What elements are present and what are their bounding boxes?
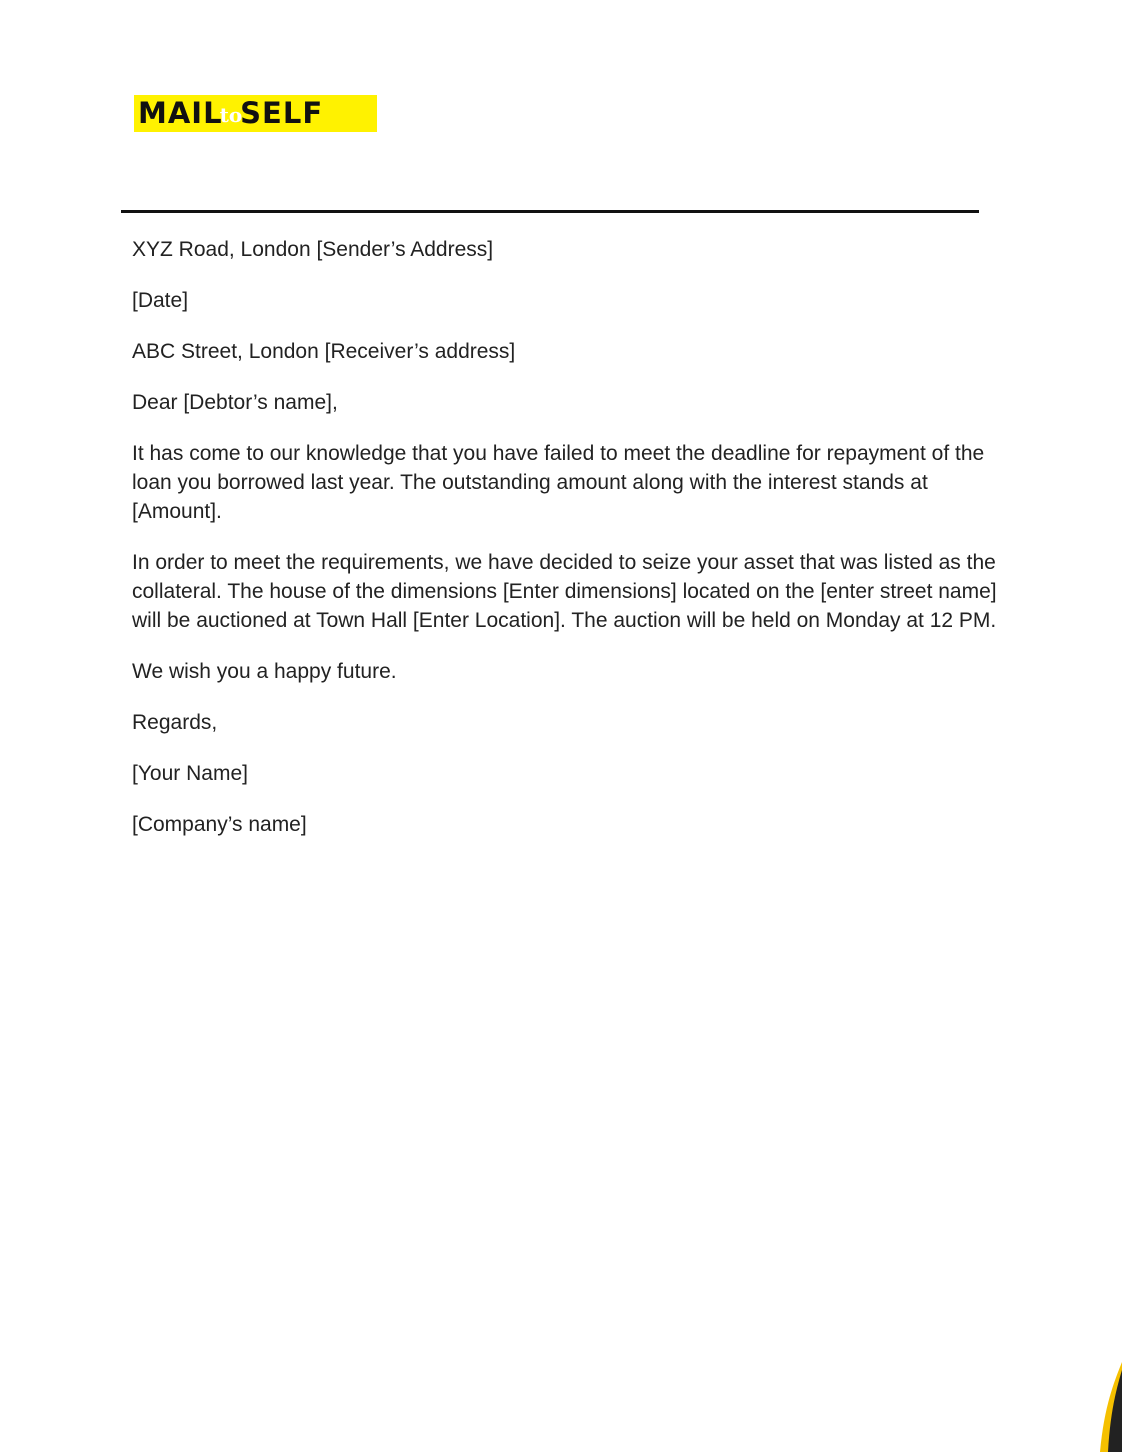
mail-to-self-logo (134, 95, 377, 132)
company-name: [Company’s name] (132, 813, 307, 836)
sender-address: XYZ Road, London [Sender’s Address] (132, 238, 494, 261)
paragraph-outstanding-amount: It has come to our knowledge that you have failed to meet the deadline for repayment of the loan you borrowed last year. The outstanding amount along with the interest stands at [Amount]. (132, 442, 985, 523)
header-divider (121, 210, 979, 213)
page-curl-decoration (1092, 1362, 1122, 1452)
letter-date: [Date] (132, 289, 189, 312)
paragraph-asset-seizure: In order to meet the requirements, we have decided to seize your asset that was listed as the collateral. The house of the dimensions [Enter dimensions] located on the [enter street name] will be auctioned at Town Hall [Enter Location]. The auction will be held on Monday at 12 PM. (132, 551, 997, 632)
letter-body (132, 235, 1002, 861)
closing-line: We wish you a happy future. (132, 660, 397, 683)
receiver-address: ABC Street, London [Receiver’s address] (132, 340, 516, 363)
logo-text-mail: MAIL (138, 96, 223, 130)
salutation: Dear [Debtor’s name], (132, 391, 338, 414)
logo-text-self: SELF (240, 96, 324, 130)
sign-off: Regards, (132, 711, 218, 734)
logo-text-to: to (219, 102, 243, 127)
sender-name: [Your Name] (132, 762, 248, 785)
